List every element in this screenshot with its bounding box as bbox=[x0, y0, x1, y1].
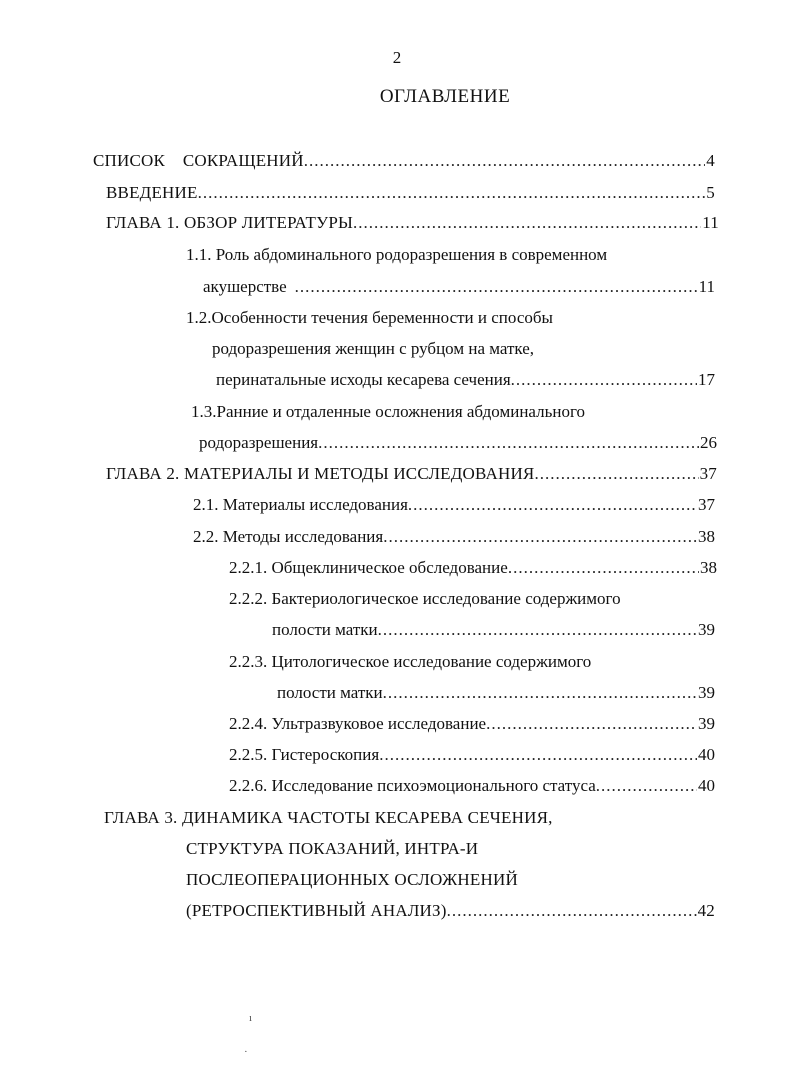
toc-entry-text: родоразрешения bbox=[199, 433, 319, 452]
toc-entry-2-2[interactable] bbox=[193, 527, 715, 547]
toc-leader bbox=[318, 433, 699, 453]
toc-entry-text: 2.2.1. Общеклиническое обследование bbox=[229, 558, 508, 577]
toc-leader bbox=[295, 277, 698, 297]
toc-entry-2-2-3-cont[interactable] bbox=[277, 683, 715, 703]
toc-entry-page: 42 bbox=[697, 901, 715, 920]
toc-entry-text: (РЕТРОСПЕКТИВНЫЙ АНАЛИЗ) bbox=[186, 901, 447, 920]
toc-entry-text: ГЛАВА 3. ДИНАМИКА ЧАСТОТЫ КЕСАРЕВА СЕЧЕНИЯ, bbox=[104, 808, 553, 827]
toc-entry-abbreviations[interactable] bbox=[93, 151, 715, 171]
toc-entry-1-2-cont[interactable] bbox=[212, 339, 612, 359]
toc-leader bbox=[508, 558, 699, 578]
toc-entry-chapter-3-cont[interactable] bbox=[186, 839, 546, 859]
toc-entry-page: 39 bbox=[698, 714, 715, 733]
page-number: 2 bbox=[392, 48, 402, 67]
toc-entry-chapter-2[interactable] bbox=[106, 464, 717, 484]
toc-entry-text: 2.1. Материалы исследования bbox=[193, 495, 408, 514]
toc-entry-page: 39 bbox=[698, 683, 715, 702]
toc-leader bbox=[408, 495, 697, 515]
toc-entry-2-2-3[interactable] bbox=[229, 652, 649, 672]
toc-entry-introduction[interactable] bbox=[106, 183, 715, 203]
toc-leader bbox=[383, 527, 697, 547]
toc-entry-text: ГЛАВА 1. ОБЗОР ЛИТЕРАТУРЫ bbox=[106, 213, 354, 232]
toc-entry-text: 2.2.2. Бактериологическое исследование содержимого bbox=[229, 589, 621, 608]
page-title: ОГЛАВЛЕНИЕ bbox=[379, 86, 511, 107]
toc-entry-text: акушерстве bbox=[203, 277, 287, 296]
toc-entry-text: 2.2.6. Исследование психоэмоционального статуса bbox=[229, 776, 596, 795]
toc-entry-text: 1.3.Ранние и отдаленные осложнения абдоминального bbox=[191, 402, 586, 421]
toc-entry-page: 37 bbox=[698, 495, 715, 514]
toc-entry-text: ПОСЛЕОПЕРАЦИОННЫХ ОСЛОЖНЕНИЙ bbox=[186, 870, 518, 889]
toc-entry-2-2-2-cont[interactable] bbox=[272, 620, 715, 640]
toc-entry-page: 39 bbox=[698, 620, 715, 639]
toc-entry-text: 1.2.Особенности течения беременности и способы bbox=[186, 308, 553, 327]
toc-leader bbox=[383, 683, 697, 703]
toc-leader bbox=[447, 901, 697, 921]
toc-leader bbox=[511, 370, 697, 390]
toc-leader bbox=[304, 151, 706, 171]
toc-entry-text: 2.2.3. Цитологическое исследование содержимого bbox=[229, 652, 592, 671]
toc-entry-text: родоразрешения женщин с рубцом на матке, bbox=[212, 339, 535, 358]
toc-entry-1-2[interactable] bbox=[186, 308, 606, 328]
toc-entry-text: ВВЕДЕНИЕ bbox=[106, 183, 198, 202]
toc-entry-text: 2.2.5. Гистероскопия bbox=[229, 745, 380, 764]
toc-entry-1-3[interactable] bbox=[191, 402, 651, 422]
toc-entry-text: ГЛАВА 2. МАТЕРИАЛЫ И МЕТОДЫ ИССЛЕДОВАНИЯ bbox=[106, 464, 535, 483]
toc-entry-2-2-2[interactable] bbox=[229, 589, 669, 609]
scan-mark: · bbox=[244, 1046, 248, 1058]
toc-entry-chapter-3[interactable] bbox=[104, 808, 624, 828]
toc-leader bbox=[198, 183, 706, 203]
toc-entry-2-2-6[interactable] bbox=[229, 776, 715, 796]
toc-entry-text: СПИСОК СОКРАЩЕНИЙ bbox=[93, 151, 304, 170]
toc-entry-page: 40 bbox=[698, 745, 715, 764]
toc-entry-chapter-3-cont-2[interactable] bbox=[186, 870, 586, 890]
toc-entry-text: перинатальные исходы кесарева сечения bbox=[216, 370, 511, 389]
toc-entry-2-2-1[interactable] bbox=[229, 558, 717, 578]
toc-entry-1-1-cont[interactable] bbox=[203, 277, 715, 297]
scan-mark: ı bbox=[249, 1012, 253, 1024]
toc-leader bbox=[378, 620, 697, 640]
toc-entry-chapter-1[interactable] bbox=[106, 213, 719, 233]
toc-entry-page: 40 bbox=[698, 776, 715, 795]
toc-entry-page: 26 bbox=[700, 433, 717, 452]
toc-entry-page: 38 bbox=[700, 558, 717, 577]
toc-entry-text: СТРУКТУРА ПОКАЗАНИЙ, ИНТРА-И bbox=[186, 839, 479, 858]
toc-leader bbox=[534, 464, 698, 484]
toc-entry-text: 1.1. Роль абдоминального родоразрешения в современном bbox=[186, 245, 608, 264]
toc-entry-page: 11 bbox=[698, 277, 715, 296]
toc-entry-page: 4 bbox=[706, 151, 715, 170]
toc-entry-1-1[interactable] bbox=[186, 245, 666, 265]
toc-entry-text: полости матки bbox=[277, 683, 383, 702]
toc-leader bbox=[486, 714, 697, 734]
toc-entry-text: 2.2. Методы исследования bbox=[193, 527, 384, 546]
toc-entry-chapter-3-cont-3[interactable] bbox=[186, 901, 715, 921]
toc-entry-page: 17 bbox=[698, 370, 715, 389]
toc-leader bbox=[596, 776, 697, 796]
toc-entry-page: 11 bbox=[702, 213, 719, 232]
toc-entry-1-3-cont[interactable] bbox=[199, 433, 717, 453]
toc-leader bbox=[353, 213, 701, 233]
toc-leader bbox=[379, 745, 697, 765]
toc-entry-2-1[interactable] bbox=[193, 495, 715, 515]
toc-entry-2-2-4[interactable] bbox=[229, 714, 715, 734]
toc-entry-text: 2.2.4. Ультразвуковое исследование bbox=[229, 714, 487, 733]
toc-entry-page: 38 bbox=[698, 527, 715, 546]
toc-entry-text: полости матки bbox=[272, 620, 378, 639]
toc-entry-2-2-5[interactable] bbox=[229, 745, 715, 765]
toc-entry-1-2-cont-2[interactable] bbox=[216, 370, 715, 390]
toc-entry-page: 37 bbox=[699, 464, 717, 483]
toc-entry-page: 5 bbox=[706, 183, 715, 202]
